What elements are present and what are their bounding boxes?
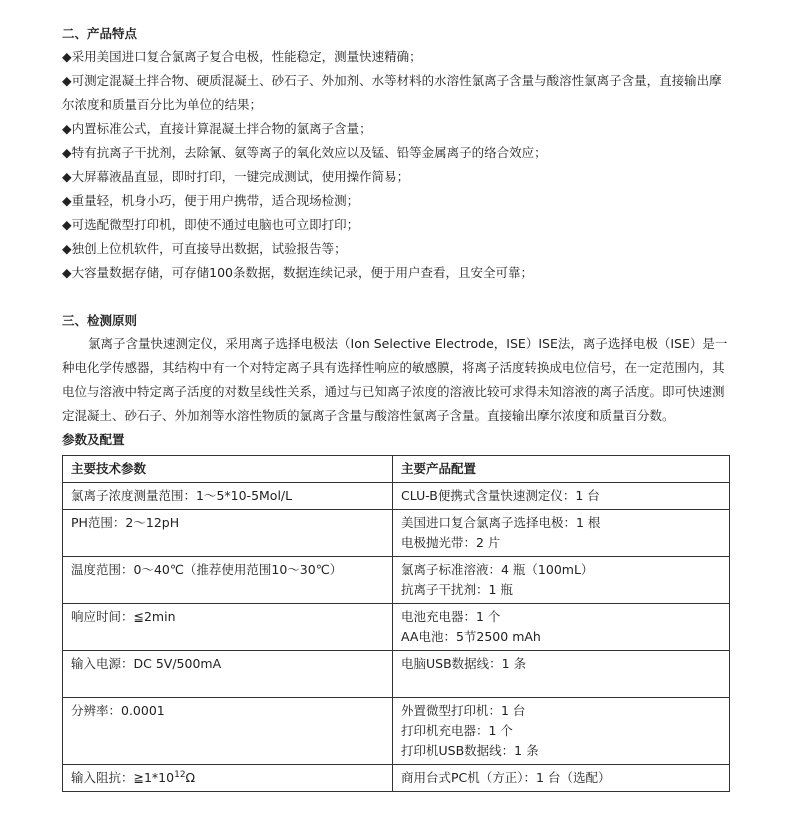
config-line: 打印机充电器：1 个 (401, 723, 513, 738)
param-cell: 响应时间：≦2min (63, 604, 393, 651)
param-cell: 温度范围：0～40℃（推荐使用范围10～30℃） (63, 557, 393, 604)
config-cell (393, 604, 730, 651)
feature-item: ◆独创上位机软件，可直接导出数据，试验报告等； (62, 241, 347, 256)
config-cell (393, 483, 730, 510)
table-row (63, 483, 730, 510)
config-line: 电极抛光带：2 片 (401, 535, 501, 550)
param-cell: PH范围：2～12pH (63, 510, 393, 557)
feature-item: ◆可测定混凝土拌合物、硬质混凝土、砂石子、外加剂、水等材料的水溶性氯离子含量与酸溶性氯离子含量，直接输出摩尔浓度和质量百分比为单位的结果； (62, 73, 722, 112)
config-line: AA电池：5节2500 mAh (401, 629, 541, 644)
feature-list (62, 45, 728, 285)
section-title-principle: 三、检测原则 (62, 313, 138, 328)
table-row (63, 604, 730, 651)
impedance-unit: Ω (185, 770, 196, 785)
feature-item: ◆可选配微型打印机，即使不通过电脑也可立即打印； (62, 217, 360, 232)
impedance-prefix: 输入阻抗：≧1*10 (71, 770, 175, 785)
feature-item: ◆大屏幕液晶直显，即时打印，一键完成测试，使用操作简易； (62, 169, 410, 184)
feature-item: ◆采用美国进口复合氯离子复合电极，性能稳定，测量快速精确； (62, 49, 422, 64)
config-line: 抗离子干扰剂：1 瓶 (401, 582, 513, 597)
document-content (62, 22, 728, 792)
table-header-row (63, 456, 730, 483)
header-tech-params: 主要技术参数 (63, 456, 393, 483)
feature-item: ◆内置标准公式，直接计算混凝土拌合物的氯离子含量； (62, 121, 372, 136)
table-row (63, 651, 730, 698)
impedance-exponent: 12 (174, 769, 186, 780)
param-cell: 分辨率：0.0001 (63, 698, 393, 765)
config-cell (393, 651, 730, 698)
param-cell (63, 765, 393, 792)
config-cell (393, 557, 730, 604)
table-row (63, 765, 730, 792)
params-table (62, 455, 730, 792)
feature-item: ◆特有抗离子干扰剂，去除氰、氨等离子的氧化效应以及锰、铅等金属离子的络合效应； (62, 145, 547, 160)
config-line: 打印机USB数据线：1 条 (401, 743, 539, 758)
table-row (63, 510, 730, 557)
config-line: 电脑USB数据线：1 条 (401, 656, 527, 671)
table-row (63, 557, 730, 604)
params-title: 参数及配置 (62, 432, 125, 447)
config-cell (393, 698, 730, 765)
config-line: 电池充电器：1 个 (401, 609, 501, 624)
config-line: 氯离子标准溶液：4 瓶（100mL） (401, 562, 594, 577)
principle-paragraph: 氯离子含量快速测定仪，采用离子选择电极法（Ion Selective Electrode，ISE）ISE法，离子选择电极（ISE）是一种电化学传感器，其结构中有一个对特定离子具有选择性响应的敏感膜，将离子活度转换成电位信号，在一定范围内，其电位与溶液中特定离子活度的对数呈线性关系，通过与已知离子浓度的溶液比较可求得未知溶液的离子活度。即可快速测定混凝土、砂石子、外加剂等水溶性物质的氯离子含量与酸溶性氯离子含量。直接输出摩尔浓度和质量百分数。 (62, 336, 728, 423)
config-cell (393, 765, 730, 792)
feature-item: ◆大容量数据存储，可存储100条数据，数据连续记录，便于用户查看，且安全可靠； (62, 265, 533, 280)
spacer (62, 285, 728, 309)
param-cell: 输入电源：DC 5V/500mA (63, 651, 393, 698)
config-line: 美国进口复合氯离子选择电极：1 根 (401, 515, 601, 530)
table-row (63, 698, 730, 765)
feature-item: ◆重量轻，机身小巧，便于用户携带，适合现场检测； (62, 193, 360, 208)
config-line: CLU-B便携式含量快速测定仪：1 台 (401, 488, 600, 503)
section-title-features: 二、产品特点 (62, 26, 138, 41)
config-line-empty (401, 674, 721, 694)
config-line: 外置微型打印机：1 台 (401, 703, 526, 718)
config-line: 商用台式PC机（方正）：1 台（选配） (401, 770, 611, 785)
config-cell (393, 510, 730, 557)
header-product-config: 主要产品配置 (393, 456, 730, 483)
param-cell: 氯离子浓度测量范围：1～5*10-5Mol/L (63, 483, 393, 510)
